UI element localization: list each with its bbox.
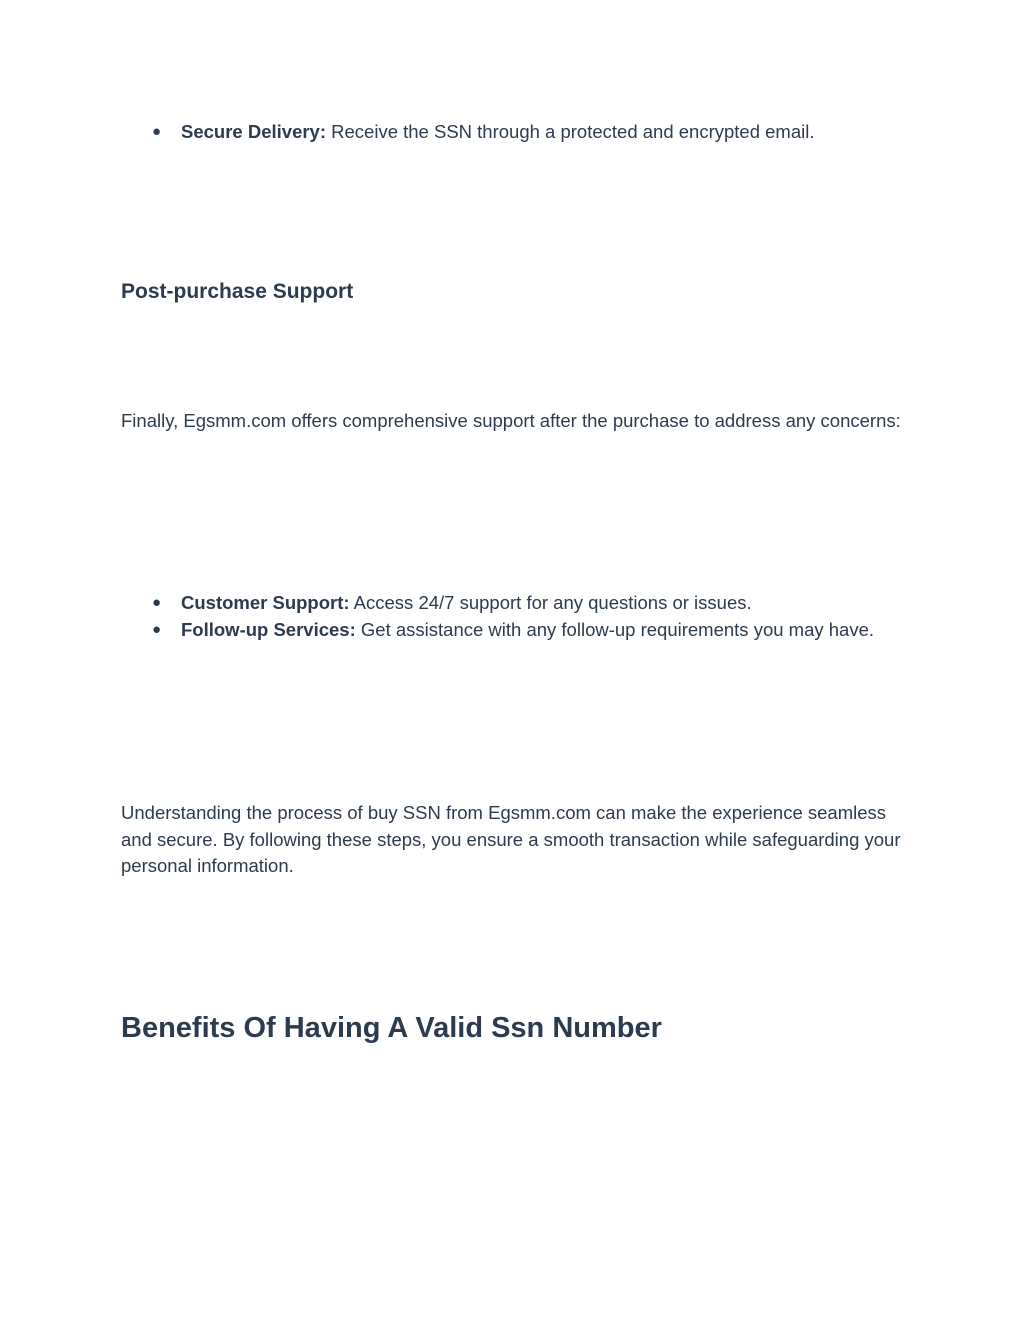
secure-delivery-list bbox=[121, 119, 901, 146]
section-heading: Benefits Of Having A Valid Ssn Number bbox=[121, 1012, 662, 1044]
support-intro-block bbox=[121, 408, 901, 435]
list-item bbox=[121, 119, 901, 146]
bullet-icon: ● bbox=[152, 620, 162, 638]
list-item bbox=[121, 590, 901, 617]
list-item-text: Get assistance with any follow-up requirements you may have. bbox=[355, 618, 875, 640]
benefits-heading-block bbox=[121, 1010, 901, 1046]
list-item-label: Secure Delivery: bbox=[181, 121, 327, 142]
list-item-text: Access 24/7 support for any questions or issues. bbox=[349, 592, 752, 613]
list-item-label: Follow-up Services: bbox=[181, 618, 356, 640]
paragraph: Finally, Egsmm.com offers comprehensive support after the purchase to address any concerns: bbox=[121, 410, 901, 431]
post-purchase-heading-block bbox=[121, 278, 901, 306]
understanding-block bbox=[121, 800, 901, 880]
list-item-text: Receive the SSN through a protected and encrypted email. bbox=[326, 121, 815, 142]
list-item bbox=[121, 617, 901, 644]
bullet-icon: ● bbox=[152, 123, 162, 140]
support-list bbox=[121, 590, 901, 643]
paragraph: Understanding the process of buy SSN from Egsmm.com can make the experience seamless and secure. By following these steps, you ensure a smooth transaction while safeguarding your personal information. bbox=[121, 802, 901, 876]
bullet-icon: ● bbox=[152, 594, 162, 611]
list-item-label: Customer Support: bbox=[181, 592, 350, 613]
section-heading: Post-purchase Support bbox=[121, 280, 354, 303]
